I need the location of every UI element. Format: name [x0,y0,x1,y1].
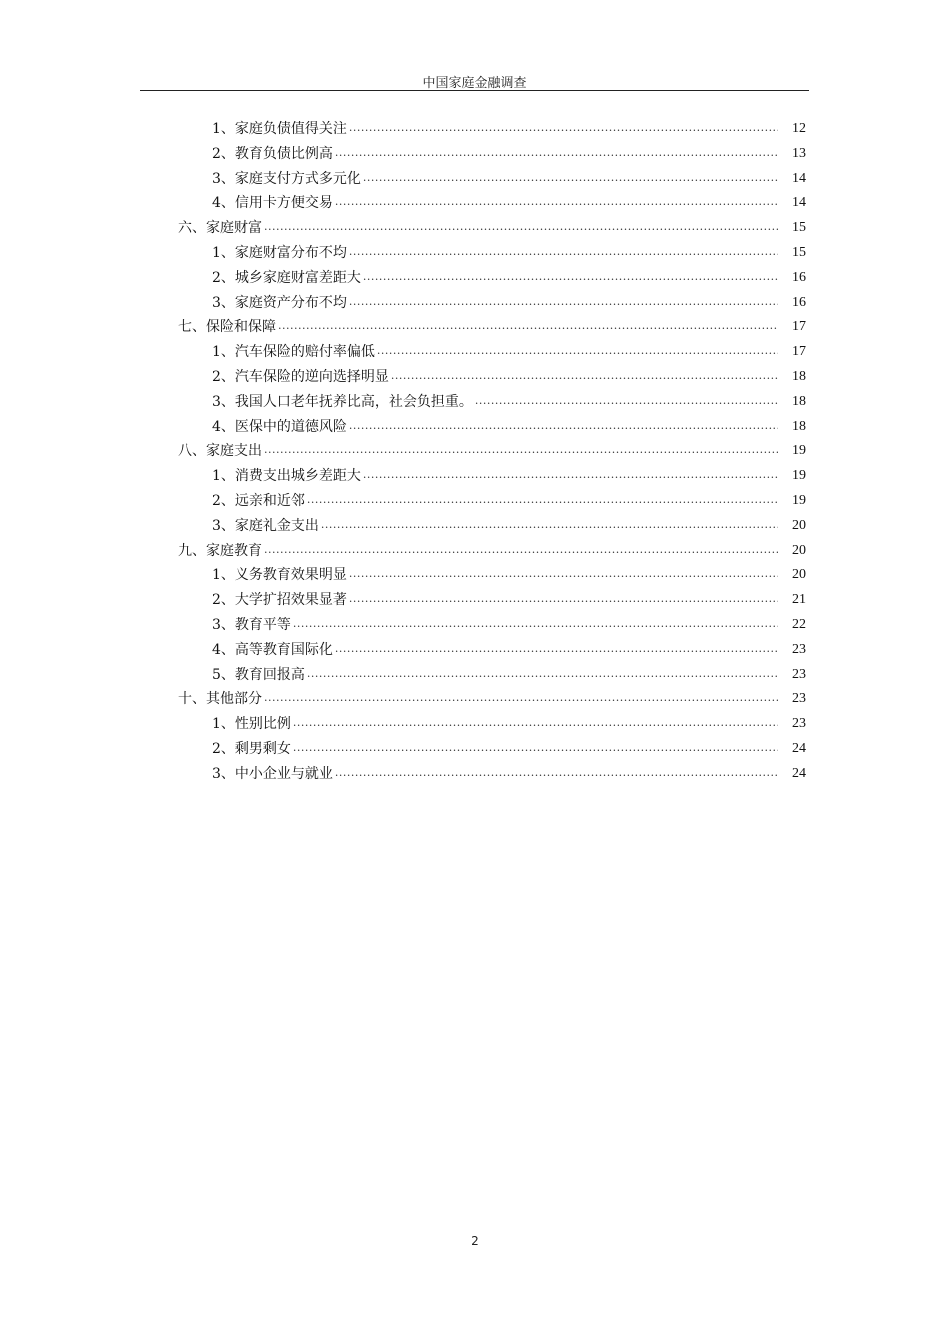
toc-entry-label: 3、教育平等 [212,613,291,638]
toc-entry-label: 4、信用卡方便交易 [212,191,333,216]
toc-entry-page: 14 [792,170,806,186]
toc-dot-leader [349,291,778,316]
toc-entry-label: 5、教育回报高 [212,663,305,688]
toc-entry-page: 22 [792,616,806,632]
toc-entry-label: 3、家庭资产分布不均 [212,291,347,316]
toc-entry-label: 六、家庭财富 [178,216,262,241]
toc-section-entry[interactable] [178,142,806,167]
toc-entry-page: 21 [792,592,806,608]
toc-dot-leader [307,663,778,688]
toc-entry-label: 1、义务教育效果明显 [212,563,347,588]
toc-section-entry[interactable] [178,340,806,365]
toc-section-entry[interactable] [178,117,806,142]
toc-section-entry[interactable] [178,563,806,588]
toc-section-entry[interactable] [178,291,806,316]
toc-entry-page: 20 [792,542,806,558]
toc-chapter-entry[interactable] [178,315,806,340]
toc-entry-label: 七、保险和保障 [178,315,276,340]
toc-dot-leader [363,266,778,291]
toc-entry-label: 九、家庭教育 [178,539,262,564]
toc-entry-page: 13 [792,145,806,161]
toc-entry-page: 16 [792,269,806,285]
toc-section-entry[interactable] [178,241,806,266]
toc-dot-leader [293,613,778,638]
toc-dot-leader [293,712,778,737]
toc-dot-leader [264,216,778,241]
toc-entry-label: 十、其他部分 [178,687,262,712]
toc-section-entry[interactable] [178,415,806,440]
toc-dot-leader [335,142,778,167]
toc-entry-page: 20 [792,567,806,583]
toc-entry-page: 23 [792,641,806,657]
page-number: 2 [471,1234,479,1248]
toc-entry-page: 14 [792,195,806,211]
toc-section-entry[interactable] [178,613,806,638]
toc-entry-page: 20 [792,517,806,533]
toc-section-entry[interactable] [178,390,806,415]
toc-entry-label: 2、教育负债比例高 [212,142,333,167]
toc-entry-label: 1、家庭负债值得关注 [212,117,347,142]
running-header: 中国家庭金融调查 [422,76,527,91]
toc-entry-label: 2、大学扩招效果显著 [212,588,347,613]
toc-dot-leader [349,241,778,266]
toc-entry-page: 17 [792,319,806,335]
toc-entry-page: 16 [792,294,806,310]
toc-entry-label: 1、家庭财富分布不均 [212,241,347,266]
toc-dot-leader [377,340,778,365]
toc-chapter-entry[interactable] [178,216,806,241]
header-rule [140,90,809,91]
toc-section-entry[interactable] [178,266,806,291]
toc-dot-leader [349,563,778,588]
toc-entry-page: 24 [792,765,806,781]
toc-entry-page: 15 [792,220,806,236]
toc-entry-label: 1、消费支出城乡差距大 [212,464,361,489]
toc-dot-leader [363,167,778,192]
toc-section-entry[interactable] [178,489,806,514]
toc-dot-leader [335,191,778,216]
toc-entry-label: 3、家庭支付方式多元化 [212,167,361,192]
toc-entry-page: 23 [792,716,806,732]
toc-dot-leader [335,638,778,663]
toc-section-entry[interactable] [178,514,806,539]
toc-entry-label: 1、性别比例 [212,712,291,737]
toc-entry-page: 19 [792,468,806,484]
toc-entry-label: 4、高等教育国际化 [212,638,333,663]
toc-dot-leader [264,439,778,464]
toc-entry-page: 19 [792,443,806,459]
toc-dot-leader [278,315,778,340]
toc-entry-page: 17 [792,344,806,360]
toc-entry-page: 12 [792,121,806,136]
toc-section-entry[interactable] [178,762,806,787]
toc-entry-page: 18 [792,418,806,434]
toc-entry-page: 23 [792,691,806,707]
toc-dot-leader [475,390,778,415]
toc-section-entry[interactable] [178,365,806,390]
toc-dot-leader [349,415,778,440]
toc-dot-leader [391,365,778,390]
toc-dot-leader [264,539,778,564]
toc-entry-page: 15 [792,244,806,260]
toc-entry-label: 2、远亲和近邻 [212,489,305,514]
toc-entry-page: 18 [792,393,806,409]
toc-section-entry[interactable] [178,167,806,192]
toc-entry-page: 23 [792,666,806,682]
toc-section-entry[interactable] [178,663,806,688]
toc-entry-label: 3、家庭礼金支出 [212,514,319,539]
toc-entry-page: 18 [792,368,806,384]
toc-entry-label: 八、家庭支出 [178,439,262,464]
toc-section-entry[interactable] [178,712,806,737]
toc-dot-leader [349,588,778,613]
toc-dot-leader [349,117,778,142]
toc-chapter-entry[interactable] [178,539,806,564]
toc-dot-leader [335,762,778,787]
toc-entry-label: 3、我国人口老年抚养比高，社会负担重。 [212,390,473,415]
toc-dot-leader [264,687,778,712]
toc-entry-page: 24 [792,740,806,756]
toc-entry-label: 1、汽车保险的赔付率偏低 [212,340,375,365]
toc-entry-label: 2、城乡家庭财富差距大 [212,266,361,291]
toc-dot-leader [363,464,778,489]
toc-entry-label: 3、中小企业与就业 [212,762,333,787]
toc-section-entry[interactable] [178,464,806,489]
toc-dot-leader [293,737,778,762]
toc-dot-leader [307,489,778,514]
toc-chapter-entry[interactable] [178,687,806,712]
toc-entry-page: 19 [792,492,806,508]
toc-entry-label: 2、汽车保险的逆向选择明显 [212,365,389,390]
table-of-contents [178,117,806,787]
toc-section-entry[interactable] [178,191,806,216]
toc-section-entry[interactable] [178,737,806,762]
toc-dot-leader [321,514,778,539]
toc-entry-label: 4、医保中的道德风险 [212,415,347,440]
toc-section-entry[interactable] [178,588,806,613]
toc-entry-label: 2、剩男剩女 [212,737,291,762]
toc-chapter-entry[interactable] [178,439,806,464]
toc-section-entry[interactable] [178,638,806,663]
